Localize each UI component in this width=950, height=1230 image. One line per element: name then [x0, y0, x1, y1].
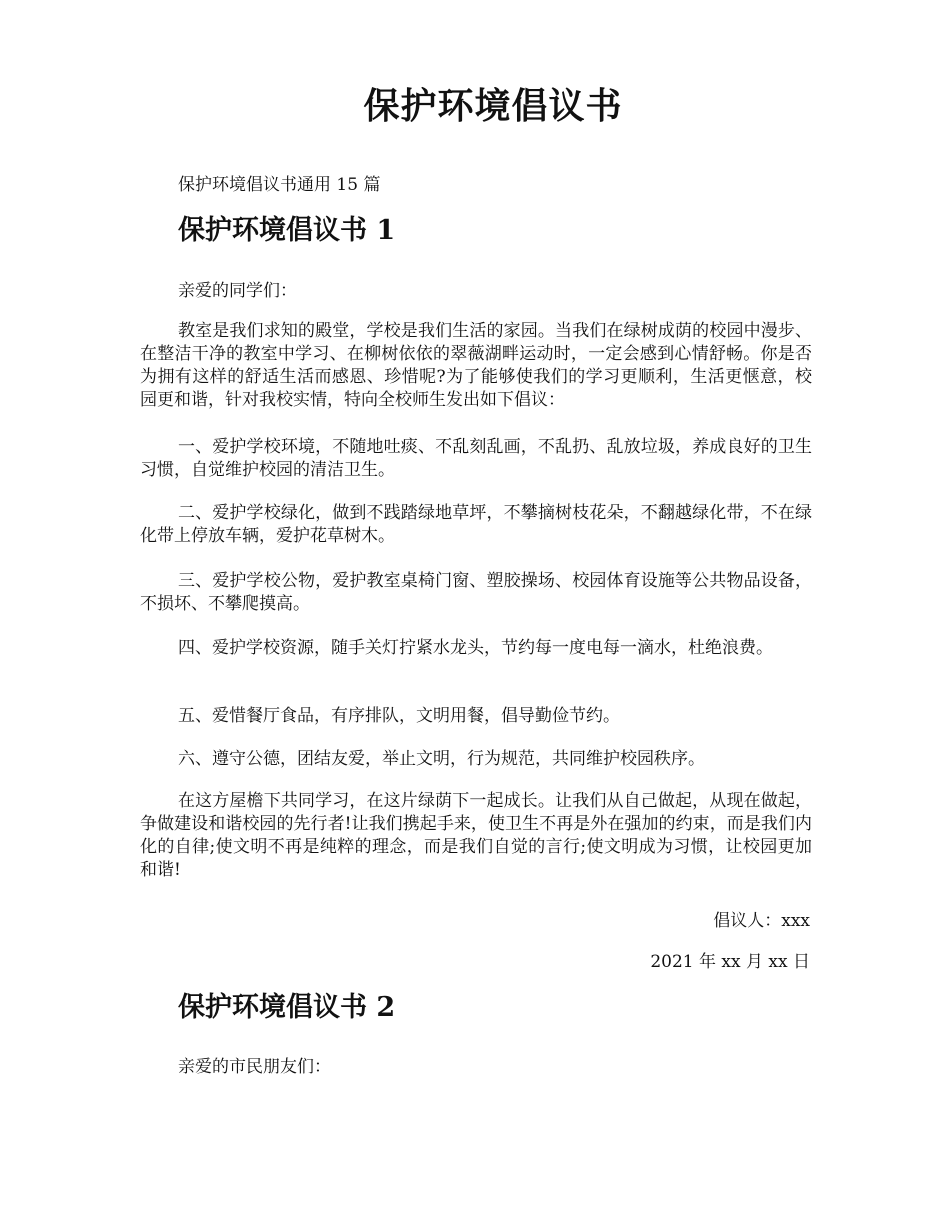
section-1-signer: 倡议人：xxx [713, 911, 810, 931]
section-1-paragraph-1: 一、爱护学校环境，不随地吐痰、不乱刻乱画，不乱扔、乱放垃圾，养成良好的卫生习惯，自觉维护校园的清洁卫生。 [140, 437, 812, 480]
section-1-paragraph-5: 五、爱惜餐厅食品，有序排队，文明用餐，倡导勤俭节约。 [178, 706, 620, 726]
section-1-paragraph-2: 二、爱护学校绿化，做到不践踏绿地草坪，不攀摘树枝花朵，不翻越绿化带，不在绿化带上停放车辆，爱护花草树木。 [140, 503, 812, 546]
section-1-date: 2021 年 xx 月 xx 日 [650, 952, 810, 972]
section-2-heading: 保护环境倡议书 2 [178, 992, 396, 1023]
document-subtitle: 保护环境倡议书通用 15 篇 [178, 175, 381, 195]
section-1-paragraph-intro: 教室是我们求知的殿堂，学校是我们生活的家园。当我们在绿树成荫的校园中漫步、在整洁干净的教室中学习、在柳树依依的翠薇湖畔运动时，一定会感到心情舒畅。你是否为拥有这样的舒适生活而感恩、珍惜呢?为了能够使我们的学习更顺利，生活更惬意，校园更和谐，针对我校实情，特向全校师生发出如下倡议： [140, 321, 812, 410]
section-1-paragraph-6: 六、遵守公德，团结友爱，举止文明，行为规范，共同维护校园秩序。 [178, 749, 705, 769]
document-title: 保护环境倡议书 [363, 85, 623, 127]
section-1-paragraph-closing: 在这方屋檐下共同学习，在这片绿荫下一起成长。让我们从自己做起，从现在做起，争做建设和谐校园的先行者!让我们携起手来，使卫生不再是外在强加的约束，而是我们内化的自律;使文明不再是纯粹的理念，而是我们自觉的言行;使文明成为习惯，让校园更加和谐! [140, 791, 812, 880]
section-1-paragraph-4: 四、爱护学校资源，随手关灯拧紧水龙头，节约每一度电每一滴水，杜绝浪费。 [178, 638, 773, 658]
section-1-heading: 保护环境倡议书 1 [178, 215, 396, 246]
section-2-greeting: 亲爱的市民朋友们： [178, 1057, 331, 1077]
section-1-greeting: 亲爱的同学们： [178, 281, 297, 301]
section-1-paragraph-3: 三、爱护学校公物，爱护教室桌椅门窗、塑胶操场、校园体育设施等公共物品设备，不损坏、不攀爬摸高。 [140, 571, 812, 614]
